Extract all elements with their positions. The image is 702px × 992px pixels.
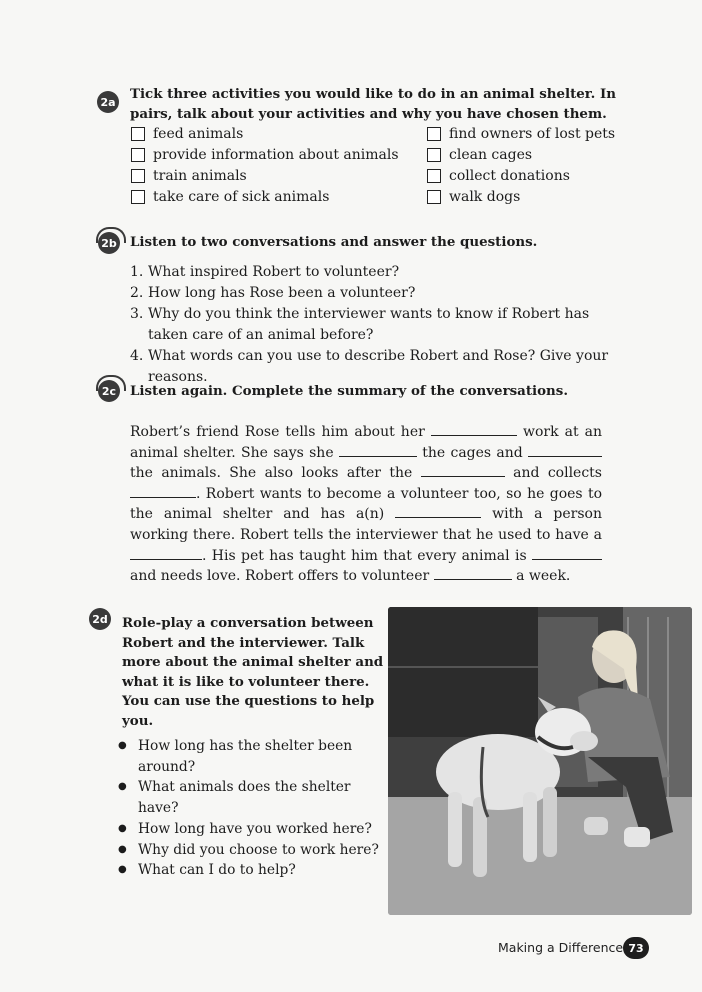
bullet-icon: ● — [118, 864, 127, 876]
blank-input[interactable] — [339, 444, 417, 457]
checkbox[interactable] — [131, 190, 145, 204]
prompt-text: What animals does the shelter have? — [138, 779, 351, 817]
question-number: 3. — [130, 306, 144, 322]
checkbox[interactable] — [427, 190, 441, 204]
instruction-2c: Listen again. Complete the summary of the conversations. — [130, 383, 568, 399]
option-feed-animals[interactable] — [131, 126, 243, 142]
question-item — [130, 262, 610, 283]
bullet-icon: ● — [118, 740, 127, 751]
blank-input[interactable] — [130, 485, 196, 498]
question-text: What words can you use to describe Robert and Rose? Give your reasons. — [148, 348, 609, 385]
summary-text: . Robert wants to become a volunteer too, so he goes to the animal shelter and has a(n) — [130, 485, 602, 523]
list-item — [118, 819, 388, 840]
photo-illustration — [388, 607, 692, 915]
checkbox[interactable] — [131, 148, 145, 162]
blank-input[interactable] — [421, 464, 505, 477]
section-badge-2b: 2b — [98, 232, 120, 254]
question-number: 1. — [130, 264, 144, 280]
checkbox[interactable] — [131, 169, 145, 183]
summary-text: and collects — [513, 465, 602, 482]
list-item — [118, 860, 388, 881]
question-item — [130, 304, 610, 346]
section-badge-2a: 2a — [97, 91, 119, 113]
summary-text: work at an animal shelter. She says she — [130, 424, 603, 461]
summary-text: a week. — [516, 568, 571, 585]
summary-text: the cages and — [422, 444, 523, 461]
option-label: find owners of lost pets — [449, 126, 616, 142]
prompt-text: What can I do to help? — [138, 862, 296, 879]
question-text: How long has Rose been a volunteer? — [148, 285, 416, 301]
question-list — [130, 262, 610, 388]
summary-text: . His pet has taught him that every animal is — [202, 547, 527, 564]
option-label: walk dogs — [449, 189, 521, 205]
option-label: take care of sick animals — [153, 189, 330, 205]
option-collect-donations[interactable] — [427, 168, 570, 184]
bullet-icon: ● — [118, 781, 127, 793]
list-item — [118, 777, 388, 818]
checkbox[interactable] — [131, 127, 145, 141]
footer-unit-title: Making a Difference — [498, 940, 624, 955]
prompt-text: How long have you worked here? — [138, 820, 372, 837]
question-item — [130, 283, 610, 304]
question-text: What inspired Robert to volunteer? — [148, 264, 400, 280]
prompt-text: Why did you choose to work here? — [138, 841, 379, 858]
summary-text: with a person working there. Robert tells the interviewer that he used to have a — [130, 506, 603, 543]
option-walk-dogs[interactable] — [427, 189, 520, 205]
blank-input[interactable] — [130, 547, 202, 560]
checkbox[interactable] — [427, 127, 441, 141]
instruction-2d: Role-play a conversation between Robert and the interviewer. Talk more about the animal shelter and what it is like to volunteer there. You can use the questions to help you. — [122, 615, 384, 729]
question-number: 4. — [130, 348, 144, 364]
instruction-2a: Tick three activities you would like to do in an animal shelter. In pairs, talk about your activities and why you have chosen them. — [130, 86, 616, 122]
option-find-owners[interactable] — [427, 126, 615, 142]
checkbox[interactable] — [427, 148, 441, 162]
option-label: clean cages — [449, 147, 533, 163]
blank-input[interactable] — [431, 423, 517, 436]
option-clean-cages[interactable] — [427, 147, 532, 163]
summary-text: and needs love. Robert offers to volunteer — [130, 568, 430, 585]
blank-input[interactable] — [532, 547, 602, 560]
option-take-care-sick[interactable] — [131, 189, 329, 205]
blank-input[interactable] — [434, 567, 512, 580]
list-item — [118, 840, 388, 861]
option-label: provide information about animals — [153, 147, 399, 163]
section-badge-2d: 2d — [89, 608, 111, 630]
question-number: 2. — [130, 285, 144, 301]
option-label: train animals — [153, 168, 247, 184]
summary-text: Robert’s friend Rose tells him about her — [130, 424, 425, 440]
summary-paragraph — [130, 422, 602, 587]
section-badge-2c: 2c — [98, 380, 120, 402]
prompt-text: How long has the shelter been around? — [138, 738, 353, 775]
prompt-list — [118, 736, 388, 881]
option-train-animals[interactable] — [131, 168, 247, 184]
list-item — [118, 736, 388, 777]
option-label: feed animals — [153, 126, 244, 142]
blank-input[interactable] — [395, 505, 481, 518]
question-text: Why do you think the interviewer wants to know if Robert has taken care of an animal before? — [148, 306, 590, 343]
option-provide-information[interactable] — [131, 147, 399, 163]
bullet-icon: ● — [118, 822, 127, 834]
photo-woman-with-dog — [388, 607, 692, 915]
instruction-2b: Listen to two conversations and answer the questions. — [130, 234, 538, 250]
option-label: collect donations — [449, 168, 570, 184]
summary-text: the animals. She also looks after the — [130, 465, 413, 482]
checkbox[interactable] — [427, 169, 441, 183]
blank-input[interactable] — [528, 444, 602, 457]
page-number: 73 — [623, 937, 649, 959]
bullet-icon: ● — [118, 843, 127, 855]
